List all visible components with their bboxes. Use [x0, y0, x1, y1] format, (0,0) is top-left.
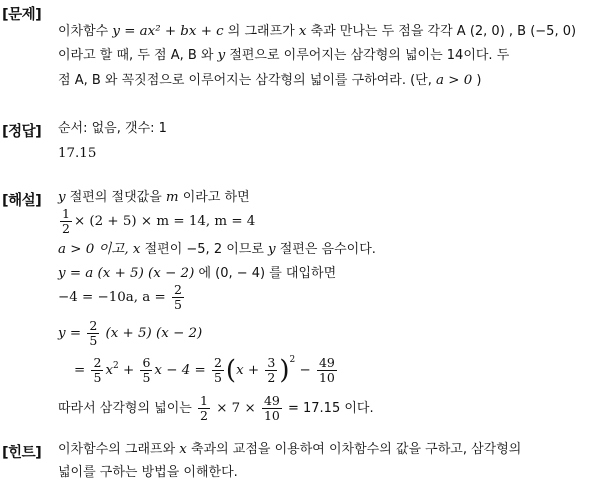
fraction: $\frac{2}{5}$ [213, 355, 222, 385]
fraction: $\frac{1}{2}$ [62, 206, 70, 236]
answer-tag: [정답] [2, 124, 42, 140]
fraction: $\frac{1}{2}$ [199, 393, 208, 423]
fraction: $\frac{6}{5}$ [142, 355, 151, 385]
solution-tag: [해설] [2, 193, 42, 209]
answer-order: 순서: 없음, 갯수: 1 [58, 121, 167, 136]
solution-line-8: 따라서 삼각형의 넓이는 $\frac{1}{2}$ × 7 × $\frac{49}{10}$ = 17.15 이다. [58, 393, 374, 423]
problem-tag: [문제] [2, 7, 42, 23]
answer-value: 17.15 [58, 146, 97, 161]
problem-line-1: 이차함수 y = ax² + bx + c 의 그래프가 x 축과 만나는 두 점을 각각 A (2, 0) , B (−5, 0) [58, 24, 577, 39]
solution-line-6: y = $\frac{2}{5}$ (x + 5) (x − 2) [58, 318, 203, 348]
hint-line-1: 이차함수의 그래프와 x 축과의 교점을 이용하여 이차함수의 값을 구하고, 삼각형의 [58, 442, 522, 457]
fraction: $\frac{49}{10}$ [263, 393, 280, 423]
solution-line-4: y = a (x + 5) (x − 2) 에 (0, − 4) 를 대입하면 [58, 266, 337, 281]
fraction: $\frac{49}{10}$ [318, 355, 335, 385]
hint-tag: [힌트] [2, 445, 42, 461]
fraction: $\frac{2}{5}$ [89, 318, 98, 348]
solution-line-3: a > 0 이고, x 절편이 −5, 2 이므로 y 절편은 음수이다. [58, 242, 376, 257]
problem-line-2: 이라고 할 때, 두 점 A, B 와 y 절편으로 이루어지는 삼각형의 넓이는 14이다. 두 [58, 48, 510, 63]
solution-line-7: = $\frac{2}{5}$ $x^2$ + $\frac{6}{5}$ x − 4 = $\frac{2}{5}$ (x + $\frac{3}{2}$ )$^2$ − $\frac{49}{10}$ [74, 355, 335, 386]
fraction: $\frac{3}{2}$ [267, 355, 276, 385]
hint-line-2: 넓이를 구하는 방법을 이해한다. [58, 465, 238, 480]
solution-line-5: −4 = −10a, a = $\frac{2}{5}$ [58, 282, 182, 312]
quadratic-formula: y = ax² + bx + c [112, 24, 224, 39]
problem-line-3: 점 A, B 와 꼭짓점으로 이루어지는 삼각형의 넓이를 구하여라. (단, a > 0 ) [58, 73, 482, 88]
fraction: $\frac{2}{5}$ [173, 282, 182, 312]
fraction: $\frac{2}{5}$ [93, 355, 102, 385]
solution-line-1: y 절편의 절댓값을 m 이라고 하면 [58, 190, 250, 205]
solution-line-2: $\frac{1}{2}$ × (2 + 5) × m = 14, m = 4 [62, 206, 256, 236]
